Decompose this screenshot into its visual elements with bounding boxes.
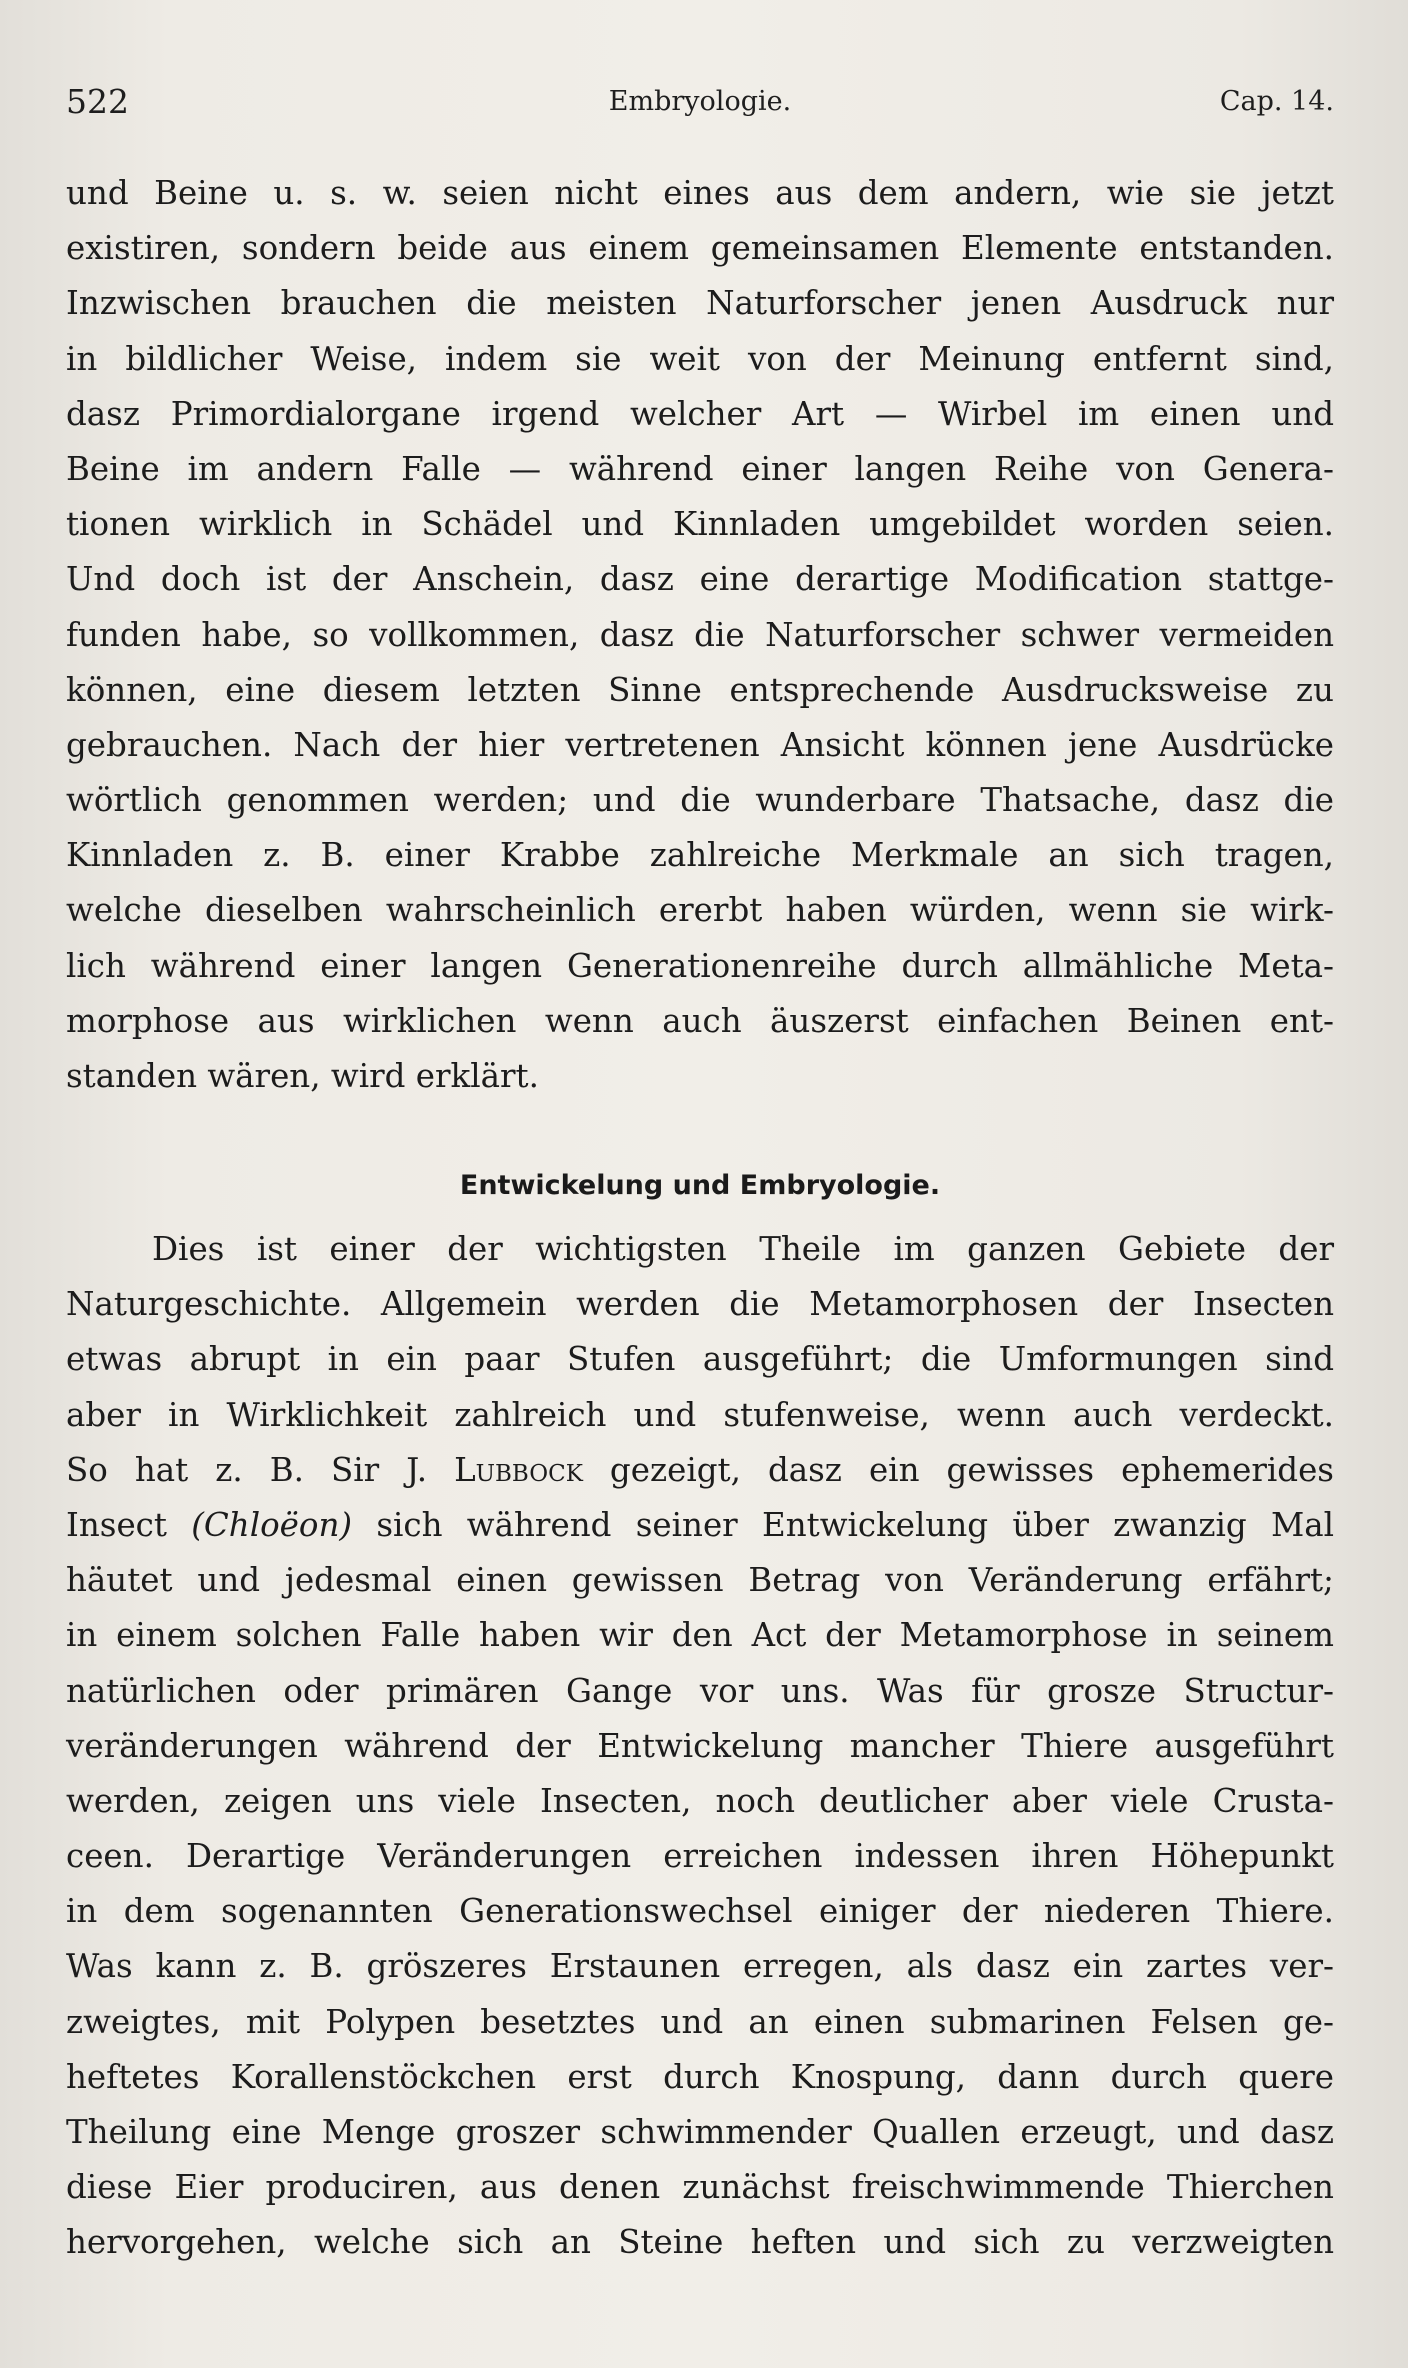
author-name: Lubbock xyxy=(454,1450,583,1489)
paragraph-development xyxy=(66,1222,1334,2271)
page-number: 522 xyxy=(66,82,129,121)
text-line: gebrauchen. Nach der hier vertretenen Ansicht können jene Ausdrücke xyxy=(66,725,1334,764)
text-line: können, eine diesem letzten Sinne entsprechende Ausdrucksweise zu xyxy=(66,670,1334,709)
text-line: Beine im andern Falle — während einer langen Reihe von Genera- xyxy=(66,449,1334,488)
text-line: wörtlich genommen werden; und die wunderbare Thatsache, dasz die xyxy=(66,781,1334,820)
text-line: Naturgeschichte. Allgemein werden die Metamorphosen der Insecten xyxy=(66,1285,1334,1324)
text-line xyxy=(66,1498,1334,1553)
text-line: funden habe, so vollkommen, dasz die Naturforscher schwer vermeiden xyxy=(66,615,1334,654)
text-line: existiren, sondern beide aus einem gemeinsamen Elemente entstanden. xyxy=(66,229,1334,268)
text-line: tionen wirklich in Schädel und Kinnladen umgebildet worden seien. xyxy=(66,505,1334,544)
text-fragment: So hat z. B. Sir J. xyxy=(66,1450,455,1489)
section-heading: Entwickelung und Embryologie. xyxy=(459,1170,941,1201)
text-line xyxy=(66,1443,1334,1498)
text-line: werden, zeigen uns viele Insecten, noch deutlicher aber viele Crusta- xyxy=(66,1781,1334,1820)
text-line: standen wären, wird erklärt. xyxy=(66,1057,539,1095)
text-line: Theilung eine Menge groszer schwimmender Quallen erzeugt, und dasz xyxy=(66,2113,1334,2151)
text-line: Dies ist einer der wichtigsten Theile im ganzen Gebiete der xyxy=(152,1230,1334,1268)
text-line: lich während einer langen Generationenreihe durch allmähliche Meta- xyxy=(66,946,1334,985)
text-line: diese Eier produciren, aus denen zunächst freischwimmende Thierchen xyxy=(66,2168,1334,2207)
text-line: Was kann z. B. gröszeres Erstaunen erregen, als dasz ein zartes ver- xyxy=(66,1947,1334,1986)
running-title: Embryologie. xyxy=(608,86,792,117)
text-fragment: sich während seiner Entwickelung über zwanzig Mal xyxy=(352,1505,1335,1544)
text-line: in bildlicher Weise, indem sie weit von der Meinung entfernt sind, xyxy=(66,339,1334,378)
text-line: zweigtes, mit Polypen besetztes und an einen submarinen Felsen ge- xyxy=(66,2002,1334,2041)
text-line: aber in Wirklichkeit zahlreich und stufenweise, wenn auch verdeckt. xyxy=(66,1395,1334,1434)
text-line: etwas abrupt in ein paar Stufen ausgeführt; die Umformungen sind xyxy=(66,1340,1334,1379)
text-line: Inzwischen brauchen die meisten Naturforscher jenen Ausdruck nur xyxy=(66,284,1334,323)
text-line: veränderungen während der Entwickelung mancher Thiere ausgeführt xyxy=(66,1726,1334,1765)
page-header xyxy=(66,82,1334,132)
text-fragment: Insect xyxy=(66,1505,192,1544)
text-line: natürlichen oder primären Gange vor uns. Was für grosze Structur- xyxy=(66,1671,1334,1710)
genus-name: (Chloëon) xyxy=(191,1505,353,1544)
text-line: dasz Primordialorgane irgend welcher Art — Wirbel im einen und xyxy=(66,394,1334,433)
text-line: Kinnladen z. B. einer Krabbe zahlreiche Merkmale an sich tragen, xyxy=(66,836,1334,875)
text-line: Und doch ist der Anschein, dasz eine derartige Modification stattge- xyxy=(66,560,1334,599)
text-line: ceen. Derartige Veränderungen erreichen indessen ihren Höhepunkt xyxy=(66,1837,1334,1876)
text-fragment: gezeigt, dasz ein gewisses ephemerides xyxy=(582,1450,1334,1489)
text-line: hervorgehen, welche sich an Steine heften und sich zu verzweigten xyxy=(66,2223,1334,2262)
text-line: morphose aus wirklichen wenn auch äuszerst einfachen Beinen ent- xyxy=(66,1001,1334,1040)
chapter-label: Cap. 14. xyxy=(1219,86,1334,117)
text-line: in einem solchen Falle haben wir den Act der Metamorphose in seinem xyxy=(66,1616,1334,1655)
text-line: häutet und jedesmal einen gewissen Betrag von Veränderung erfährt; xyxy=(66,1561,1334,1600)
text-line: und Beine u. s. w. seien nicht eines aus dem andern, wie sie jetzt xyxy=(66,174,1334,212)
paragraph-continued xyxy=(66,166,1334,1104)
text-line: in dem sogenannten Generationswechsel einiger der niederen Thiere. xyxy=(66,1892,1334,1931)
text-line: heftetes Korallenstöckchen erst durch Knospung, dann durch quere xyxy=(66,2057,1334,2096)
text-line: welche dieselben wahrscheinlich ererbt haben würden, wenn sie wirk- xyxy=(66,891,1334,930)
